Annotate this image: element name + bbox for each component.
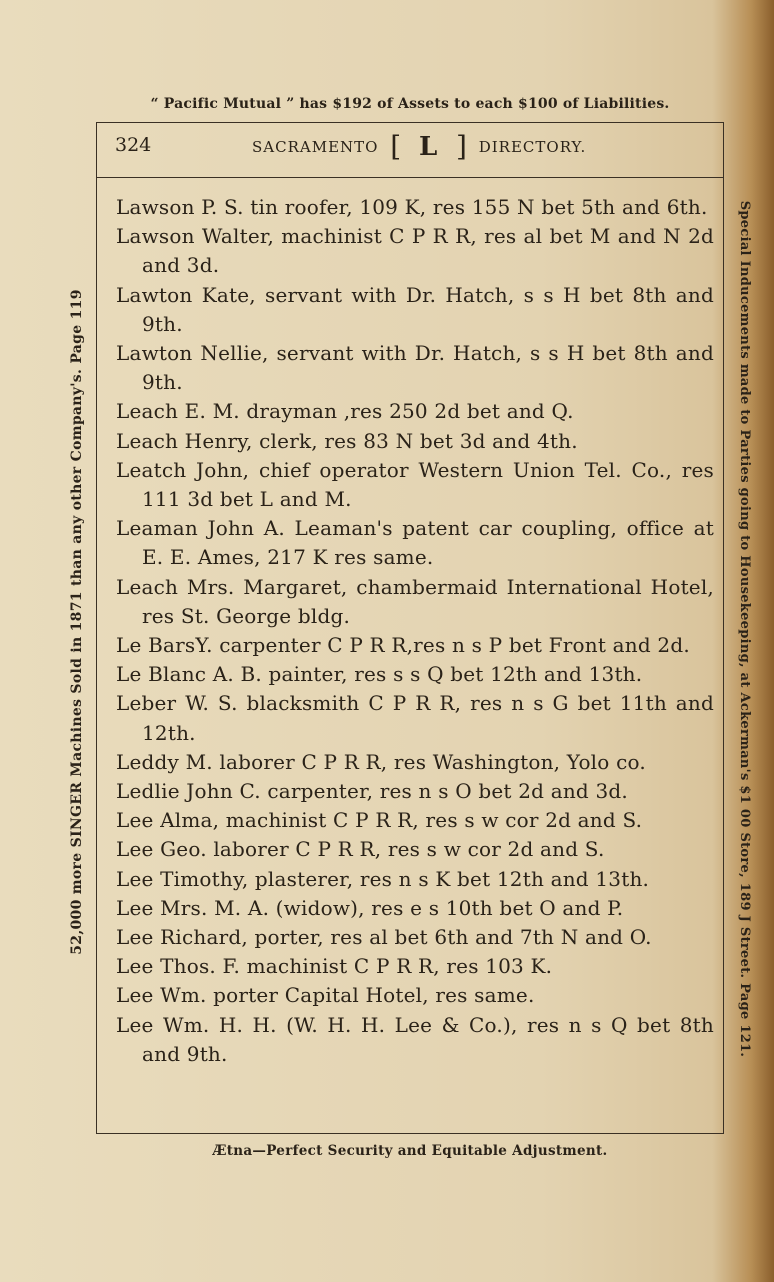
running-head (252, 130, 612, 163)
directory-entry: Lee Wm. H. H. (W. H. H. Lee & Co.), res n s Q bet 8th and 9th. (116, 1012, 714, 1066)
directory-entry: Le BarsY. carpenter C P R R,res n s P bet Front and 2d. (116, 633, 690, 658)
open-bracket: [ (390, 130, 402, 163)
right-margin-advertisement: Special Inducements made to Parties going to Housekeeping, at Ackerman's $1 00 Store, 189 J Street. Page 121. (737, 200, 752, 1058)
bottom-advertisement: Ætna—Perfect Security and Equitable Adjustment. (212, 1143, 608, 1159)
directory-entry: Lawton Nellie, servant with Dr. Hatch, s s H bet 8th and 9th. (116, 341, 714, 395)
directory-entry: Leach Henry, clerk, res 83 N bet 3d and 4th. (116, 428, 578, 453)
directory-entry: Leaman John A. Leaman's patent car coupling, office at E. E. Ames, 217 K res same. (116, 516, 714, 570)
directory-entry: Leach Mrs. Margaret, chambermaid International Hotel, res St. George bldg. (116, 574, 714, 628)
directory-entry: Lawson P. S. tin roofer, 109 K, res 155 N bet 5th and 6th. (116, 195, 708, 219)
directory-entry: Leatch John, chief operator Western Union Tel. Co., res 111 3d bet L and M. (116, 457, 714, 512)
directory-entry: Leach E. M. drayman ,res 250 2d bet and Q. (116, 399, 574, 424)
directory-entry: Lee Timothy, plasterer, res n s K bet 12th and 13th. (116, 866, 650, 891)
directory-entry: Lee Mrs. M. A. (widow), res e s 10th bet O and P. (116, 895, 624, 920)
running-head-left: SACRAMENTO (252, 138, 379, 156)
page-number: 324 (115, 134, 152, 156)
directory-entry: Leber W. S. blacksmith C P R R, res n s G bet 11th and 12th. (116, 691, 714, 745)
top-advertisement: “ Pacific Mutual ” has $192 of Assets to each $100 of Liabilities. (150, 96, 670, 112)
header-rule (96, 177, 724, 178)
directory-entry: Lee Geo. laborer C P R R, res s w cor 2d and S. (116, 837, 605, 862)
directory-entry: Leddy M. laborer C P R R, res Washington, Yolo co. (116, 749, 646, 774)
running-head-right: DIRECTORY. (478, 138, 587, 156)
directory-entry: Lee Alma, machinist C P R R, res s w cor 2d and S. (116, 808, 643, 833)
left-margin-advertisement: 52,000 more SINGER Machines Sold in 1871 than any other Company's. Page 119 (69, 289, 85, 955)
section-letter: L (418, 132, 439, 162)
directory-entry: Lee Richard, porter, res al bet 6th and 7th N and O. (116, 925, 652, 950)
directory-entry: Ledlie John C. carpenter, res n s O bet 2d and 3d. (116, 779, 628, 804)
close-bracket: ] (456, 130, 467, 163)
directory-entry: Lee Thos. F. machinist C P R R, res 103 K. (116, 954, 553, 979)
directory-entry: Lawton Kate, servant with Dr. Hatch, s s H bet 8th and 9th. (116, 282, 714, 336)
directory-entry: Lawson Walter, machinist C P R R, res al bet M and N 2d and 3d. (116, 224, 714, 278)
directory-entries (116, 193, 714, 1069)
directory-entry: Le Blanc A. B. painter, res s s Q bet 12th and 13th. (116, 662, 643, 687)
directory-entry: Lee Wm. porter Capital Hotel, res same. (116, 983, 535, 1008)
